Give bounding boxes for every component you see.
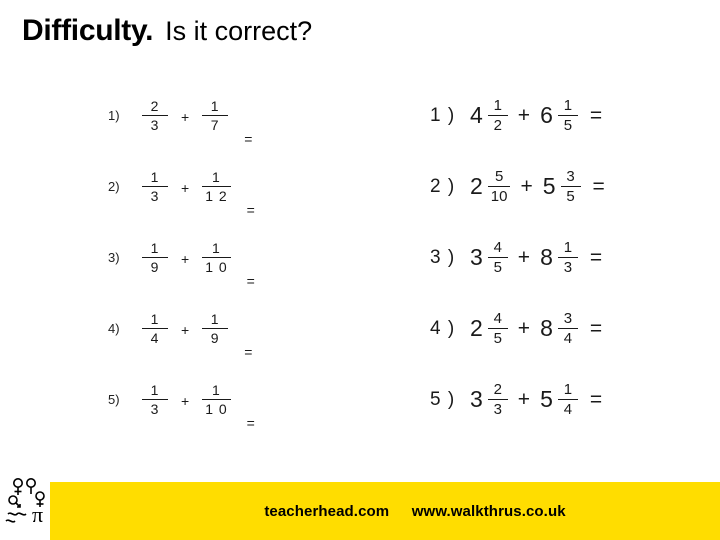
fraction-first: [142, 170, 168, 203]
problem-index: 1 ): [430, 104, 456, 126]
page-title-bold: Difficulty.: [22, 14, 154, 47]
mixed-number-first: [470, 240, 508, 276]
fraction-first: [142, 312, 168, 345]
fraction-numerator: 2: [493, 380, 502, 398]
equals-sign: =: [246, 202, 255, 218]
fraction-part: [488, 98, 508, 134]
mixed-number-second: [540, 382, 578, 418]
fraction-numerator: 1: [563, 96, 573, 114]
problem-row: [108, 80, 338, 151]
equals-sign: =: [246, 415, 255, 431]
mixed-number-second: [540, 98, 578, 134]
problem-index: 2 ): [430, 175, 456, 197]
fraction-part: [488, 311, 508, 347]
whole-part: 8: [540, 244, 553, 270]
fraction-first: [142, 241, 168, 274]
fraction-denominator: 3: [150, 117, 160, 134]
fraction-second: [202, 312, 228, 345]
equals-sign: =: [589, 387, 603, 411]
fraction-numerator: 2: [150, 97, 160, 114]
fraction-numerator: 1: [150, 239, 160, 256]
plus-operator: +: [517, 245, 531, 269]
whole-part: 3: [470, 386, 483, 412]
plus-operator: +: [517, 316, 531, 340]
plus-operator: +: [520, 174, 533, 198]
problem-index: 3): [108, 250, 120, 265]
fraction-numerator: 1: [212, 168, 221, 185]
problem-row: [430, 80, 690, 151]
mixed-number-first: [470, 311, 508, 347]
footer-links: [264, 503, 565, 520]
problem-index: 1): [108, 108, 120, 123]
fraction-denominator: 1 0: [205, 259, 228, 276]
plus-operator: +: [181, 250, 190, 267]
fraction-denominator: 9: [210, 330, 220, 347]
equals-sign: =: [246, 273, 255, 289]
problem-row: [108, 151, 338, 222]
whole-part: 6: [540, 102, 553, 128]
problem-index: 3 ): [430, 246, 456, 268]
whole-part: 3: [470, 244, 483, 270]
fraction-denominator: 1 2: [205, 188, 228, 205]
fraction-denominator: 3: [150, 188, 160, 205]
problem-row: [430, 364, 690, 435]
fraction-denominator: 5: [563, 117, 573, 135]
mixed-number-second: [543, 169, 581, 205]
fraction-denominator: 4: [563, 330, 573, 348]
problem-index: 2): [108, 179, 120, 194]
mixed-number-first: [470, 382, 508, 418]
problem-index: 4): [108, 321, 120, 336]
equals-sign: =: [589, 245, 603, 269]
fraction-part: [561, 169, 581, 205]
fraction-numerator: 1: [212, 239, 221, 256]
problem-row: [108, 222, 338, 293]
equals-sign: =: [244, 131, 253, 147]
worksheet: [0, 80, 720, 460]
fraction-first: [142, 383, 168, 416]
equals-sign: =: [589, 316, 603, 340]
fraction-part: [558, 240, 578, 276]
plus-operator: +: [181, 392, 190, 409]
whole-part: 8: [540, 315, 553, 341]
fraction-denominator: 3: [563, 259, 573, 277]
whole-part: 5: [540, 386, 553, 412]
problem-row: [430, 293, 690, 364]
mixed-number-second: [540, 240, 578, 276]
footer-bar: [50, 482, 720, 540]
fraction-numerator: 1: [212, 381, 221, 398]
page-title: [22, 14, 312, 48]
fraction-part: [558, 382, 578, 418]
fraction-denominator: 4: [150, 330, 160, 347]
fraction-numerator: 1: [150, 381, 160, 398]
fraction-numerator: 1: [150, 168, 160, 185]
plus-operator: +: [517, 387, 531, 411]
fraction-denominator: 5: [566, 188, 575, 206]
problem-index: 5): [108, 392, 120, 407]
fraction-numerator: 3: [563, 309, 573, 327]
mixed-number-first: [470, 169, 510, 205]
plus-operator: +: [181, 321, 190, 338]
fraction-part: [488, 169, 511, 205]
problem-column-left: [108, 80, 338, 435]
fraction-part: [558, 98, 578, 134]
pi-symbol-logo: [4, 474, 58, 538]
problem-row: [430, 151, 690, 222]
fraction-second: [202, 99, 228, 132]
equals-sign: =: [592, 174, 605, 198]
fraction-denominator: 9: [150, 259, 160, 276]
fraction-numerator: 3: [566, 167, 575, 185]
plus-operator: +: [181, 108, 190, 125]
fraction-numerator: 1: [563, 380, 573, 398]
whole-part: 5: [542, 173, 556, 199]
whole-part: 4: [470, 102, 483, 128]
fraction-second: [202, 383, 230, 416]
fraction-denominator: 7: [210, 117, 220, 134]
problem-index: 4 ): [430, 317, 456, 339]
fraction-denominator: 1 0: [205, 401, 228, 418]
fraction-part: [488, 240, 508, 276]
fraction-denominator: 3: [493, 401, 502, 419]
fraction-denominator: 4: [563, 401, 573, 419]
fraction-numerator: 5: [494, 167, 504, 185]
fraction-denominator: 5: [493, 259, 502, 277]
problem-column-right: [430, 80, 690, 435]
problem-row: [108, 364, 338, 435]
fraction-denominator: 2: [493, 117, 502, 135]
fraction-denominator: 10: [490, 188, 508, 206]
problem-row: [108, 293, 338, 364]
page-title-rest: Is it correct?: [165, 16, 313, 46]
fraction-denominator: 3: [150, 401, 160, 418]
equals-sign: =: [589, 103, 603, 127]
problem-index: 5 ): [430, 388, 456, 410]
fraction-second: [202, 170, 230, 203]
mixed-number-second: [540, 311, 578, 347]
fraction-first: [142, 99, 168, 132]
whole-part: 2: [470, 315, 483, 341]
fraction-numerator: 1: [210, 310, 220, 327]
problem-row: [430, 222, 690, 293]
fraction-part: [558, 311, 578, 347]
pi-glyph: π: [32, 502, 44, 527]
plus-operator: +: [517, 103, 531, 127]
fraction-denominator: 5: [493, 330, 502, 348]
footer-link-teacherhead[interactable]: teacherhead.com: [264, 502, 390, 520]
fraction-part: [488, 382, 508, 418]
equals-sign: =: [244, 344, 253, 360]
whole-part: 2: [470, 173, 483, 199]
footer-link-walkthrus[interactable]: www.walkthrus.co.uk: [411, 502, 566, 520]
fraction-numerator: 1: [150, 310, 160, 327]
plus-operator: +: [181, 179, 190, 196]
fraction-numerator: 4: [493, 309, 502, 327]
fraction-numerator: 1: [493, 96, 502, 114]
fraction-numerator: 1: [563, 238, 573, 256]
fraction-numerator: 4: [493, 238, 502, 256]
mixed-number-first: [470, 98, 508, 134]
fraction-numerator: 1: [210, 97, 220, 114]
fraction-second: [202, 241, 230, 274]
